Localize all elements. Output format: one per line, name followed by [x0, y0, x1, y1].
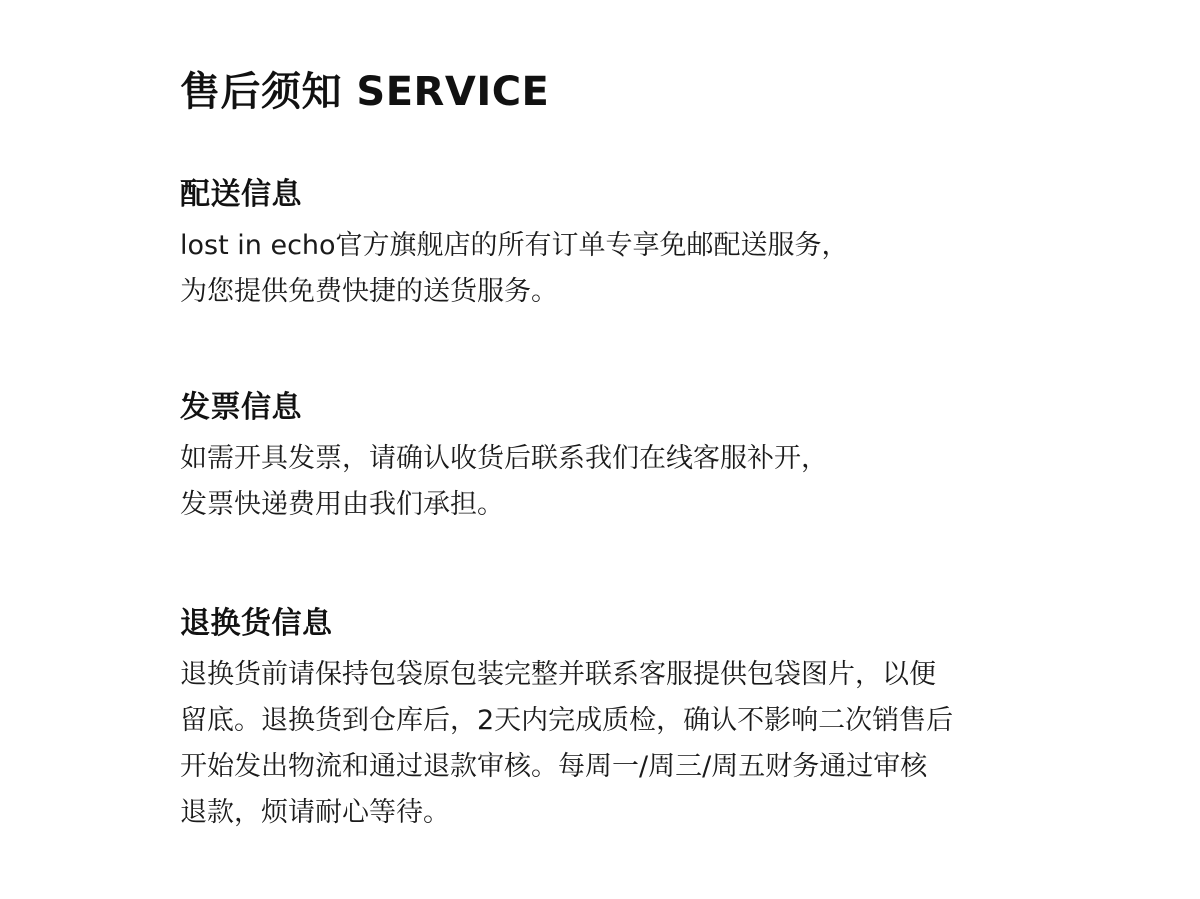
body-line: 留底。退换货到仓库后，2天内完成质检，确认不影响二次销售后: [180, 705, 954, 736]
body-line: 退换货前请保持包袋原包装完整并联系客服提供包袋图片，以便: [180, 659, 936, 690]
body-line: 开始发出物流和通过退款审核。每周一/周三/周五财务通过审核: [180, 751, 928, 782]
section-heading-delivery: 配送信息: [180, 177, 302, 212]
body-line: 为您提供免费快捷的送货服务。: [180, 276, 558, 307]
section-heading-returns: 退换货信息: [180, 606, 333, 641]
invoice-info-section: [180, 389, 1060, 528]
page-title: 售后须知 SERVICE: [180, 69, 550, 115]
body-line: 退款，烦请耐心等待。: [180, 797, 450, 828]
body-line: 如需开具发票，请确认收货后联系我们在线客服补开，: [180, 443, 828, 474]
after-sales-notice: [180, 0, 1080, 899]
section-body-invoice: [180, 436, 1060, 528]
section-body-returns: [180, 652, 1060, 836]
returns-info-section: [180, 605, 1060, 836]
section-body-delivery: [180, 223, 1060, 315]
body-line: 发票快递费用由我们承担。: [180, 489, 504, 520]
delivery-info-section: [180, 176, 1060, 315]
body-line: lost in echo官方旗舰店的所有订单专享免邮配送服务，: [180, 230, 849, 261]
section-heading-invoice: 发票信息: [180, 390, 302, 425]
